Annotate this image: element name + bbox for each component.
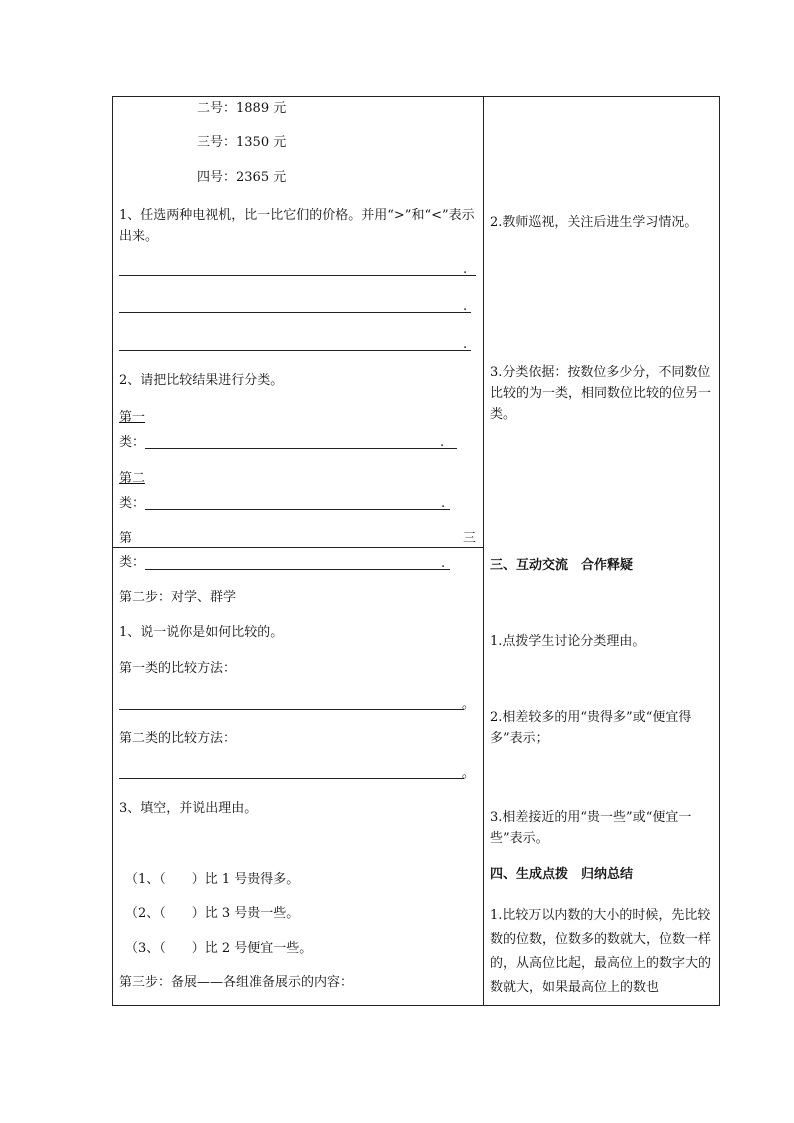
class-2-label: 第二 <box>119 471 146 486</box>
note-3-text: 3.分类依据：按数位多少分，不同数位比较的为一类，相同数位比较的位另一类。 <box>490 365 712 422</box>
answer-line-3[interactable] <box>119 350 471 351</box>
step-2-heading: 第二步：对学、群学 <box>119 590 237 605</box>
talk-1-text: 1、说一说你是如何比较的。 <box>119 625 284 640</box>
class-2-answer-line[interactable] <box>145 509 450 510</box>
method-2-label: 第二类的比较方法： <box>119 731 237 746</box>
class-1-dot: . <box>440 435 445 450</box>
section-4-heading: 四、生成点拨 归纳总结 <box>490 867 634 882</box>
answer-line-2-dot: . <box>463 299 468 314</box>
class-3-answer-line[interactable] <box>145 569 450 570</box>
point-3-text: 3.相差接近的用“贵一些”或“便宜一些”表示。 <box>490 810 692 846</box>
class-1-answer-line[interactable] <box>145 448 457 449</box>
class-2-suffix: 类： <box>119 496 146 511</box>
class-1-label: 第一 <box>119 410 146 425</box>
method-2-answer-line[interactable] <box>119 778 464 779</box>
fill-3-text: 3、填空，并说出理由。 <box>119 801 258 816</box>
blank-item-1: （1、（ ）比 1 号贵得多。 <box>125 872 300 887</box>
class-3-label: 第 <box>119 531 133 546</box>
price-tv-3: 三号：1350 元 <box>197 135 287 150</box>
class-1-suffix: 类： <box>119 435 146 450</box>
point-2-text: 2.相差较多的用“贵得多”或“便宜得多”表示； <box>490 710 692 746</box>
column-divider <box>483 96 484 1006</box>
method-1-period: 。 <box>462 697 476 712</box>
answer-line-1-dot: . <box>463 262 468 277</box>
summary-1-text: 1.比较万以内数的大小的时候，先比较数的位数，位数多的数就大，位数一样的，从高位比起，最高位上的数字大的数就大，如果最高位上的数也 <box>490 908 712 995</box>
class-2-dot: . <box>441 496 446 511</box>
method-2-period: 。 <box>462 766 476 781</box>
note-2-text: 2.教师巡视，关注后进生学习情况。 <box>490 215 698 230</box>
price-tv-4: 四号：2365 元 <box>197 170 287 185</box>
task-2-text: 2、请把比较结果进行分类。 <box>119 373 284 388</box>
answer-line-2[interactable] <box>119 312 471 313</box>
answer-line-3-dot: . <box>463 337 468 352</box>
method-1-answer-line[interactable] <box>119 709 464 710</box>
blank-item-2: （2、（ ）比 3 号贵一些。 <box>125 906 300 921</box>
answer-line-1[interactable] <box>119 275 476 276</box>
price-tv-2: 二号：1889 元 <box>197 101 287 116</box>
row-divider <box>112 547 484 548</box>
task-1-text: 1、任选两种电视机，比一比它们的价格。并用“>”和“<”表示出来。 <box>119 208 475 244</box>
class-3-dot: . <box>441 556 446 571</box>
section-3-heading: 三、互动交流 合作释疑 <box>490 558 634 573</box>
step-3-heading: 第三步：备展——各组准备展示的内容： <box>119 975 354 990</box>
point-1-text: 1.点拨学生讨论分类理由。 <box>490 634 646 649</box>
class-3-label-right: 三 <box>463 531 477 546</box>
blank-item-3: （3、（ ）比 2 号便宜一些。 <box>125 941 313 956</box>
method-1-label: 第一类的比较方法： <box>119 661 237 676</box>
class-3-suffix: 类： <box>119 555 146 570</box>
